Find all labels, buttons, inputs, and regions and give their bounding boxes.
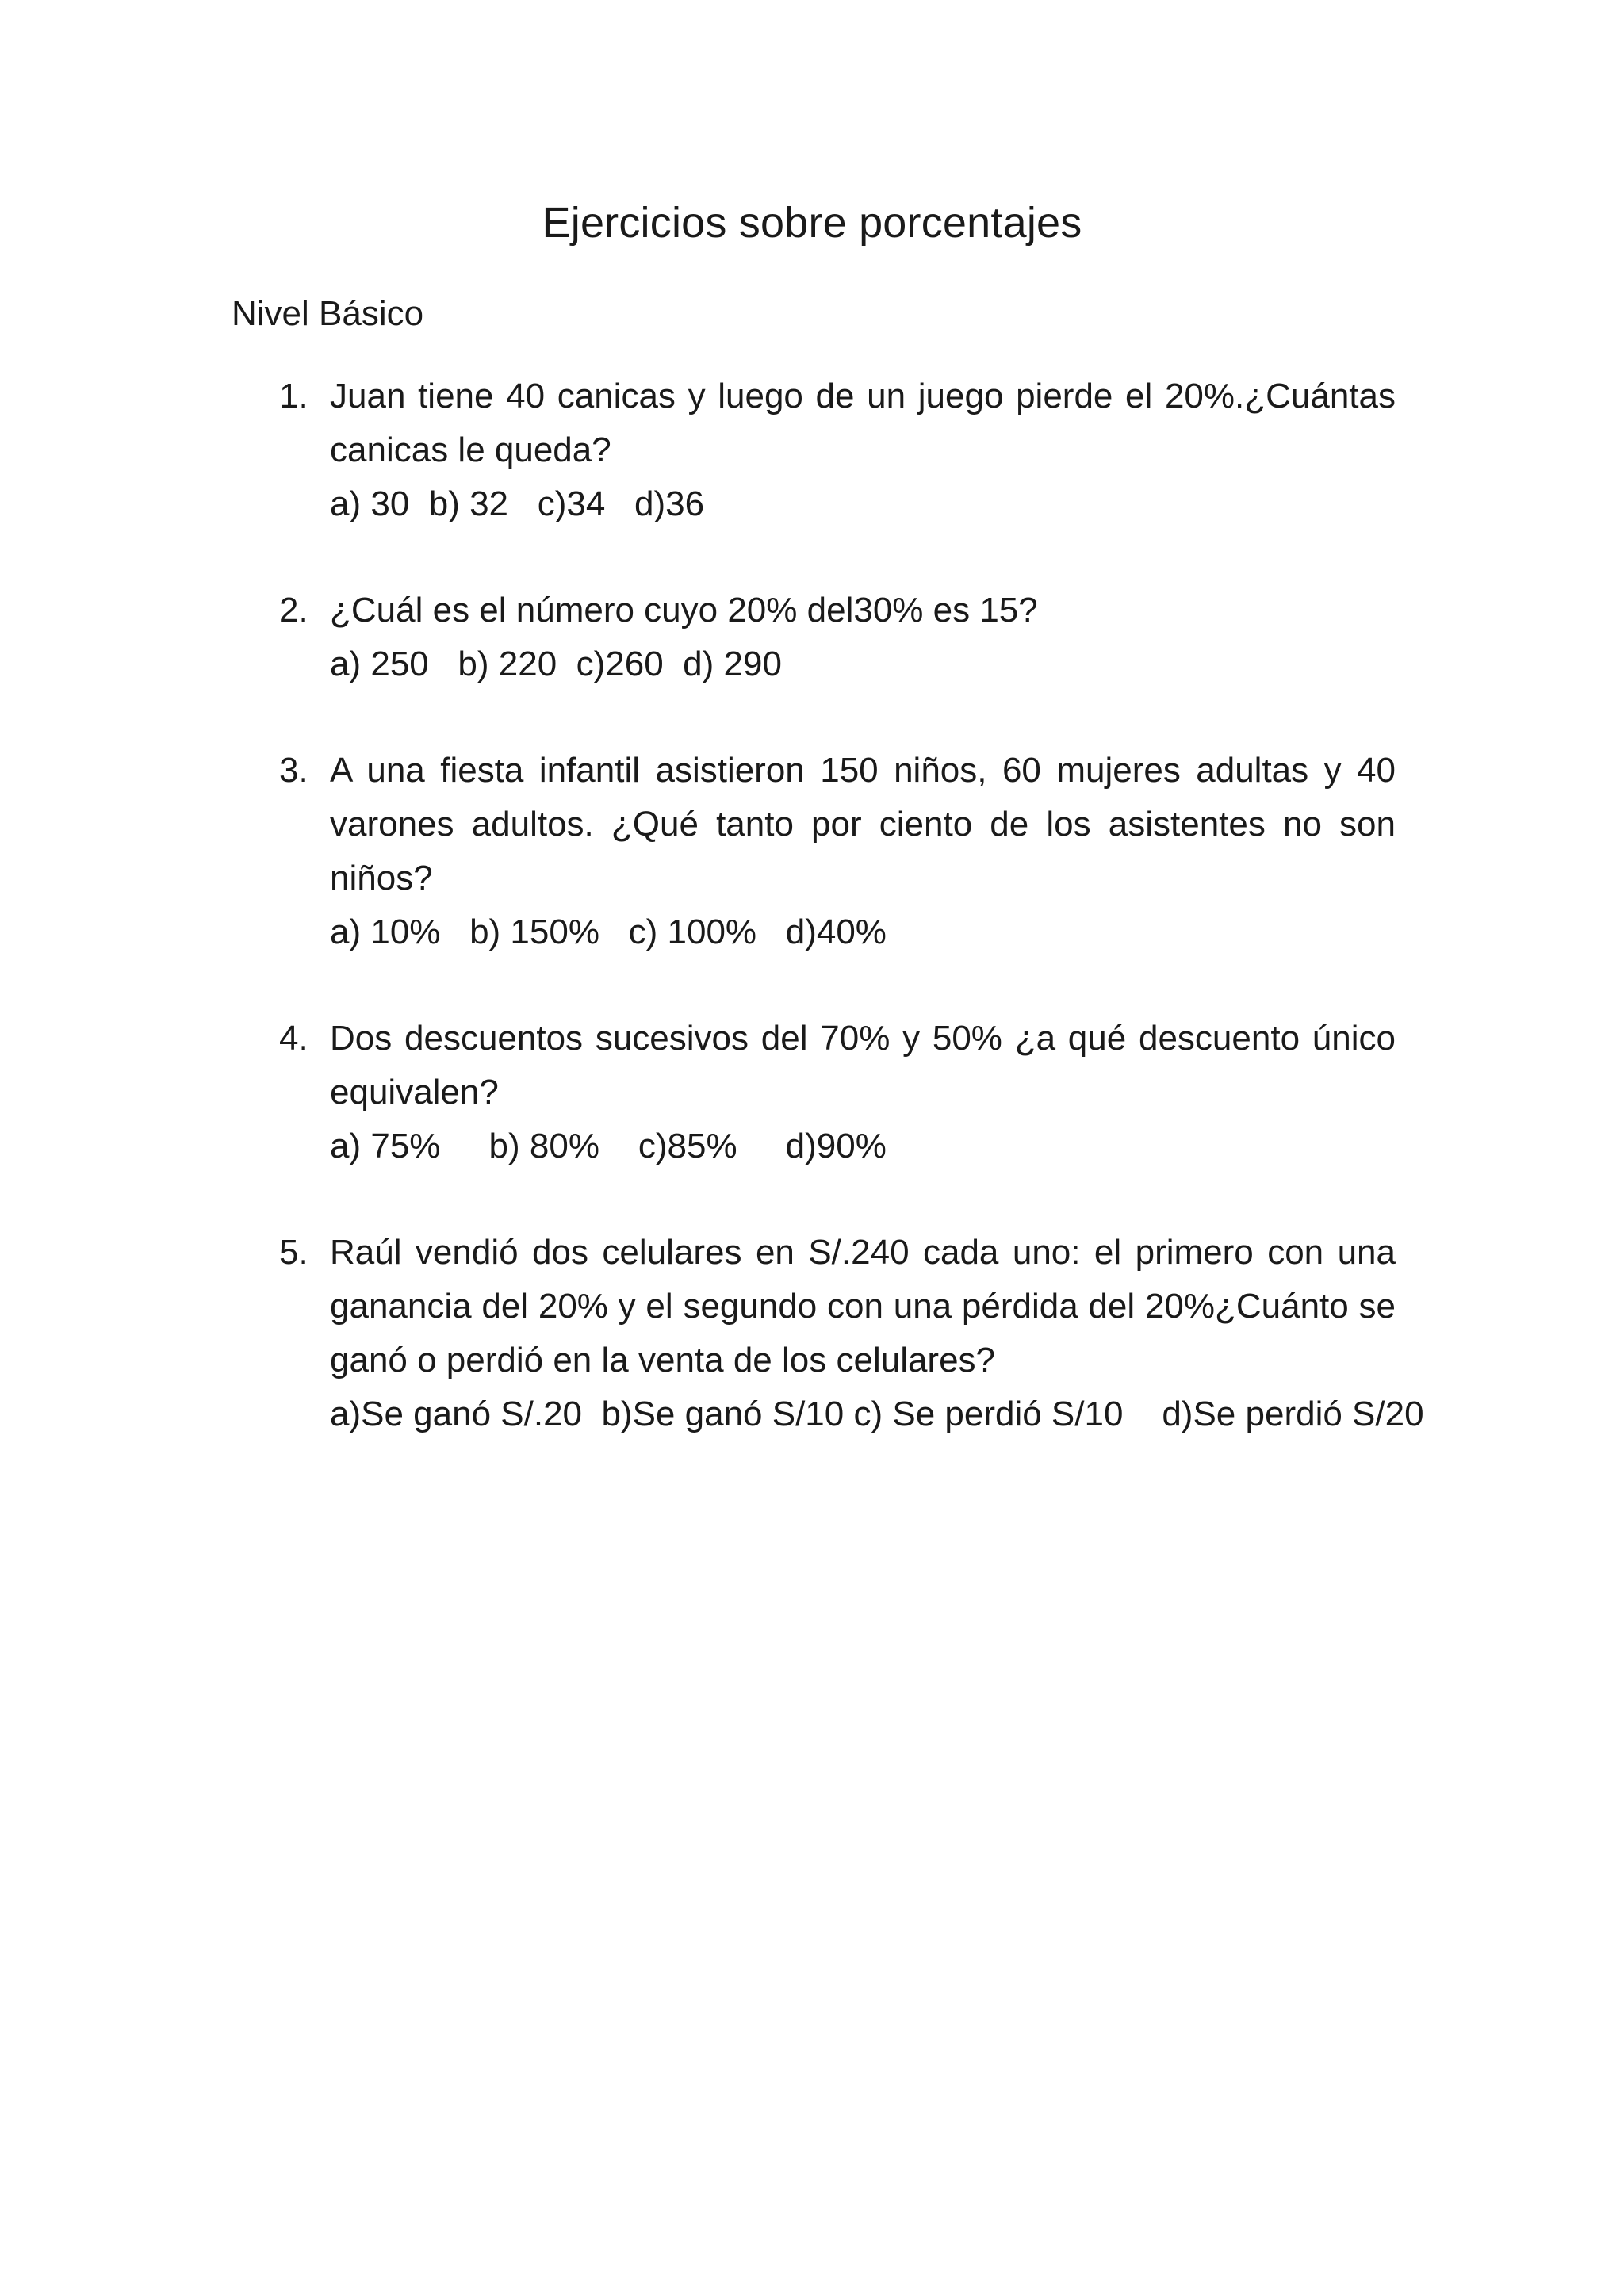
question-options: a)Se ganó S/.20 b)Se ganó S/10 c) Se perdió S/10 d)Se perdió S/20 <box>330 1395 1424 1433</box>
question-options: a) 10% b) 150% c) 100% d)40% <box>330 913 887 951</box>
question-list <box>279 369 1424 1494</box>
question-options: a) 250 b) 220 c)260 d) 290 <box>330 645 782 683</box>
question-text: Raúl vendió dos celulares en S/.240 cada uno: el primero con una ganancia del 20% y el segundo con una pérdida del 20%¿Cuánto se ganó o perdió en la venta de los celulares? <box>330 1233 1396 1380</box>
question-3 <box>279 744 1396 959</box>
question-1 <box>279 369 1396 531</box>
question-text: Juan tiene 40 canicas y luego de un juego pierde el 20%.¿Cuántas canicas le queda? <box>330 377 1396 469</box>
question-number: 3. <box>279 751 308 790</box>
level-heading: Nivel Básico <box>232 294 424 333</box>
question-number: 5. <box>279 1233 308 1272</box>
question-text: ¿Cuál es el número cuyo 20% del30% es 15? <box>330 591 1038 629</box>
question-2 <box>279 584 1396 691</box>
question-options: a) 30 b) 32 c)34 d)36 <box>330 484 705 523</box>
question-4 <box>279 1012 1396 1173</box>
page-title: Ejercicios sobre porcentajes <box>542 199 1082 247</box>
question-options: a) 75% b) 80% c)85% d)90% <box>330 1127 887 1165</box>
question-text: A una fiesta infantil asistieron 150 niños, 60 mujeres adultas y 40 varones adultos. ¿Qué tanto por ciento de los asistentes no son niños? <box>330 751 1396 897</box>
question-text: Dos descuentos sucesivos del 70% y 50% ¿a qué descuento único equivalen? <box>330 1019 1396 1112</box>
question-5 <box>279 1226 1424 1441</box>
question-number: 1. <box>279 377 308 415</box>
question-number: 2. <box>279 591 308 629</box>
question-number: 4. <box>279 1019 308 1058</box>
